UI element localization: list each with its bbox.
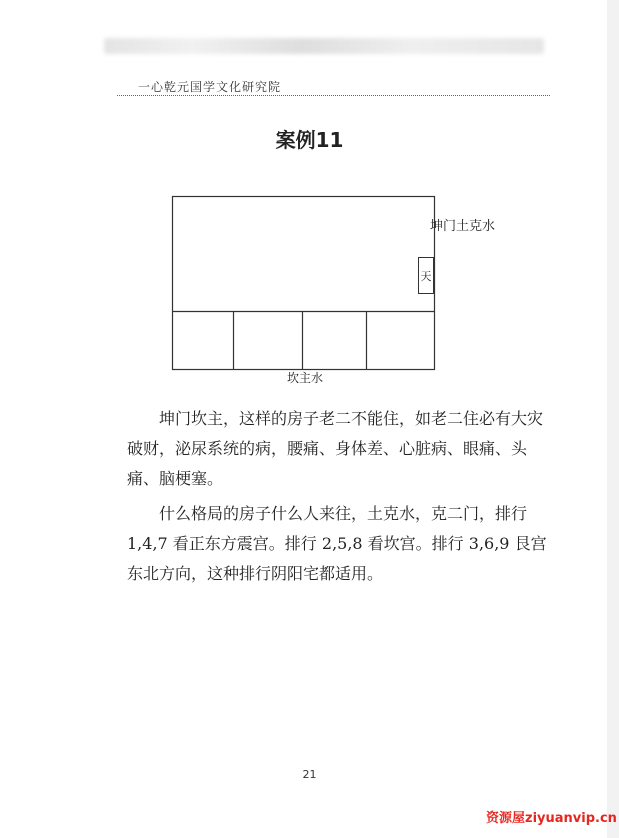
- house-outline: [173, 197, 435, 370]
- kan-master-label: 坎主水: [287, 371, 324, 385]
- page-title: 案例11: [275, 128, 344, 152]
- kun-door-label: 坤门土克水: [430, 219, 496, 234]
- tian-marker: [418, 257, 434, 294]
- page-number: 21: [302, 768, 317, 781]
- paragraph-1: 坤门坎主，这样的房子老二不能住，如老二住必有大灾破财，泌尿系统的病，腰痛、身体差、心脏病、眼痛、头痛、脑梗塞。: [127, 409, 544, 488]
- watermark: 资源屋ziyuanvip.cn: [486, 811, 617, 826]
- tian-label: 天: [420, 269, 432, 283]
- paragraph-2: 什么格局的房子什么人来往，土克水，克二门，排行 1,4,7 看正东方震宫。排行 2,5,8 看坎宫。排行 3,6,9 艮宫东北方向，这种排行阴阳宅都适用。: [127, 504, 547, 583]
- running-header: 一心乾元国学文化研究院: [138, 80, 282, 94]
